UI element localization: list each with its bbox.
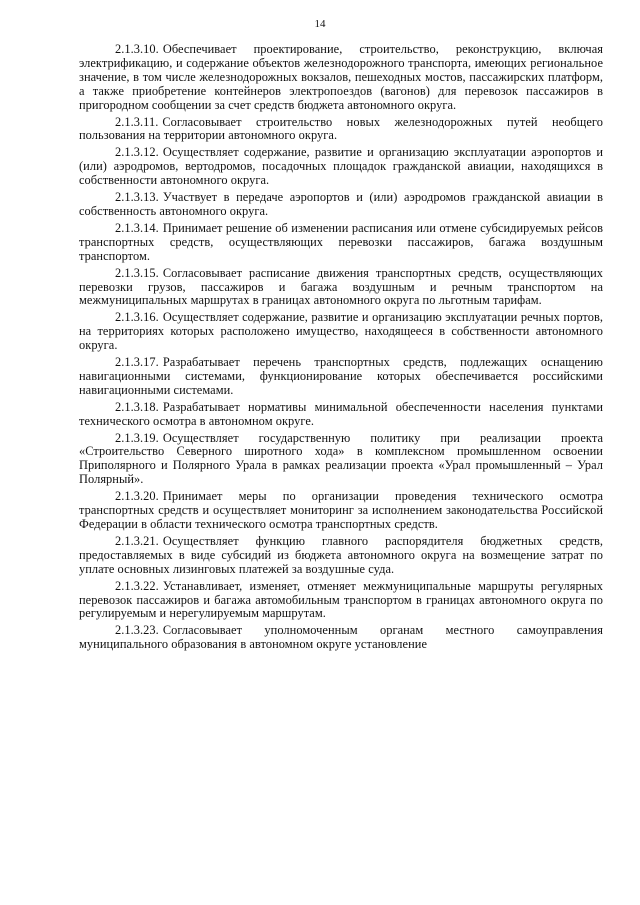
paragraph-number: 2.1.3.18. [115,399,159,414]
paragraph-text: Осуществляет государственную политику при реализации проекта «Строительство Северного широтного хода» в комплексном промышленном освоении Приполярного и Полярного Урала в рамках реализации проекта «Урал промышленный – Урал Полярный». [79,430,603,487]
paragraph-text: Согласовывает уполномоченным органам местного самоуправления муниципального образования в автономном округе установление [79,623,603,652]
paragraph-2-1-3-18 [79,401,603,429]
paragraph-2-1-3-20 [79,490,603,532]
paragraph-2-1-3-13 [79,191,603,219]
paragraph-2-1-3-16 [79,311,603,353]
paragraph-2-1-3-10 [79,43,603,113]
paragraph-2-1-3-23 [79,624,603,652]
paragraph-number: 2.1.3.10. [115,42,159,56]
paragraph-text: Согласовывает строительство новых железнодорожных путей необщего пользования на территории автономного округа. [79,114,603,143]
page-number: 14 [314,18,326,30]
paragraph-number: 2.1.3.16. [115,310,159,325]
paragraph-text: Разрабатывает нормативы минимальной обеспеченности населения пунктами технического осмотра в автономном округе. [79,399,603,428]
paragraph-2-1-3-12 [79,146,603,188]
paragraph-number: 2.1.3.19. [115,430,159,445]
paragraph-2-1-3-21 [79,535,603,577]
paragraph-number: 2.1.3.20. [115,489,159,504]
paragraph-number: 2.1.3.23. [115,623,159,638]
paragraph-2-1-3-17 [79,356,603,398]
paragraph-number: 2.1.3.17. [115,355,159,370]
paragraph-number: 2.1.3.14. [115,220,159,235]
paragraph-number: 2.1.3.11. [115,114,159,129]
paragraph-text: Разрабатывает перечень транспортных средств, подлежащих оснащению навигационными системами, функционирование которых обеспечивается российскими навигационными системами. [79,355,603,397]
paragraph-number: 2.1.3.15. [115,265,159,280]
paragraph-text: Осуществляет содержание, развитие и организацию эксплуатации аэропортов и (или) аэродромов, вертодромов, посадочных площадок гражданской авиации, находящихся в собственности автономного округа. [79,145,603,188]
paragraph-2-1-3-15 [79,267,603,309]
paragraph-2-1-3-11 [79,116,603,144]
document-body [79,43,603,655]
paragraph-text: Устанавливает, изменяет, отменяет межмуниципальные маршруты регулярных перевозок пассажиров и багажа автомобильным транспортом в границах автономного округа по регулируемым и нерегулируемым маршрутам. [79,578,603,621]
paragraph-text: Согласовывает расписание движения транспортных средств, осуществляющих перевозки грузов, пассажиров и багажа воздушным и речным транспортом на межмуниципальных маршрутах в границах автономного округа по льготным тарифам. [79,265,603,308]
paragraph-number: 2.1.3.21. [115,533,159,548]
paragraph-text: Принимает решение об изменении расписания или отмене субсидируемых рейсов транспортных средств, осуществляющих перевозки пассажиров, багажа воздушным транспортом. [79,220,603,263]
paragraph-text: Принимает меры по организации проведения технического осмотра транспортных средств и осуществляет мониторинг за исполнением законодательства Российской Федерации в области технического осмотра транспортных средств. [79,489,603,531]
paragraph-number: 2.1.3.12. [115,145,159,160]
paragraph-text: Осуществляет функцию главного распорядителя бюджетных средств, предоставляемых в виде субсидий из бюджета автономного округа на возмещение затрат по уплате основных лизинговых платежей за воздушные суда. [79,533,603,576]
paragraph-2-1-3-19 [79,432,603,488]
paragraph-text: Участвует в передаче аэропортов и (или) аэродромов гражданской авиации в собственность автономного округа. [79,190,603,218]
paragraph-text: Обеспечивает проектирование, строительство, реконструкцию, включая электрификацию, и содержание объектов железнодорожного транспорта, имеющих региональное значение, в том числе железнодорожных вокзалов, пешеходных мостов, пассажирских платформ, а также приобретение контейнеров электропоездов (вагонов) для перевозок пассажиров в пригородном сообщении за счет средств бюджета автономного округа. [79,42,603,112]
paragraph-number: 2.1.3.22. [115,578,159,593]
paragraph-number: 2.1.3.13. [115,190,159,205]
paragraph-2-1-3-14 [79,222,603,264]
paragraph-text: Осуществляет содержание, развитие и организацию эксплуатации речных портов, на территориях которых расположено имущество, находящееся в собственности автономного округа. [79,310,603,353]
paragraph-2-1-3-22 [79,580,603,622]
